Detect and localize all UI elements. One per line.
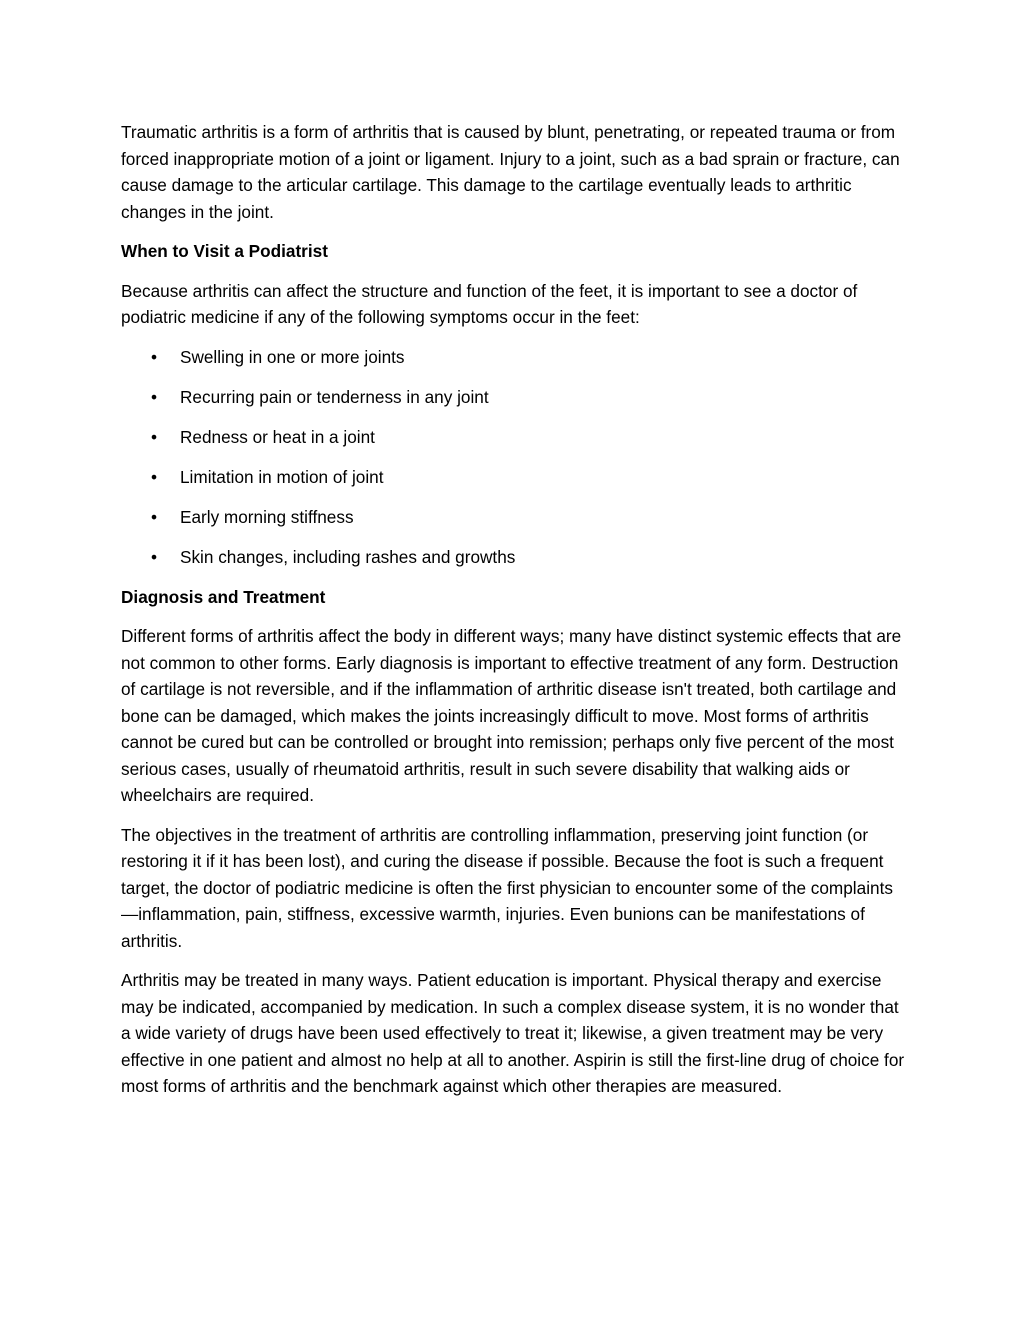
bullet-icon: • [151,506,158,527]
treatment-paragraph: Arthritis may be treated in many ways. Patient education is important. Physical therapy and exercise may be indicated, accompanied by medication. In such a complex disease system, it is no wonder that a wide variety of drugs have been used effectively to treat it; likewise, a given treatment may be very effective in one patient and almost no help at all to another. Aspirin is still the first-line drug of choice for most forms of arthritis and the benchmark against which other therapies are measured. [121,970,905,1096]
list-item-text: Early morning stiffness [180,506,354,527]
list-item-text: Limitation in motion of joint [180,466,384,487]
document-page [121,119,907,1113]
list-item [121,464,907,491]
list-item-text: Swelling in one or more joints [180,346,405,367]
list-item-text: Redness or heat in a joint [180,426,375,447]
bullet-icon: • [151,386,158,407]
symptoms-intro-paragraph: Because arthritis can affect the structure and function of the feet, it is important to see a doctor of podiatric medicine if any of the following symptoms occur in the feet: [121,280,858,327]
section-heading-diagnosis: Diagnosis and Treatment [121,586,326,607]
intro-paragraph: Traumatic arthritis is a form of arthritis that is caused by blunt, penetrating, or repeated trauma or from forced inappropriate motion of a joint or ligament. Injury to a joint, such as a bad sprain or fracture, can cause damage to the articular cartilage. This damage to the cartilage eventually leads to arthritic changes in the joint. [121,122,900,222]
bullet-icon: • [151,426,158,447]
section-heading-podiatrist: When to Visit a Podiatrist [121,241,328,261]
list-item [121,344,907,371]
objectives-paragraph: The objectives in the treatment of arthritis are controlling inflammation, preserving joint function (or restoring it if it has been lost), and curing the disease if possible. Because the foot is such a frequent target, the doctor of podiatric medicine is often the first physician to encounter some of the complaints—inflammation, pain, stiffness, excessive warmth, injuries. Even bunions can be manifestations of arthritis. [121,824,893,951]
bullet-icon: • [151,346,158,367]
symptoms-list [121,344,907,571]
diagnosis-paragraph: Different forms of arthritis affect the body in different ways; many have distinct systemic effects that are not common to other forms. Early diagnosis is important to effective treatment of any form. Destruction of cartilage is not reversible, and if the inflammation of arthritic disease isn't treated, both cartilage and bone can be damaged, which makes the joints increasingly difficult to move. Most forms of arthritis cannot be cured but can be controlled or brought into remission; perhaps only five percent of the most serious cases, usually of rheumatoid arthritis, result in such severe disability that walking aids or wheelchairs are required. [121,626,902,805]
list-item [121,544,907,571]
list-item [121,384,907,411]
bullet-icon: • [151,546,158,567]
list-item [121,424,907,451]
list-item [121,504,907,531]
bullet-icon: • [151,466,158,487]
list-item-text: Recurring pain or tenderness in any joint [180,386,489,407]
list-item-text: Skin changes, including rashes and growths [180,546,516,567]
